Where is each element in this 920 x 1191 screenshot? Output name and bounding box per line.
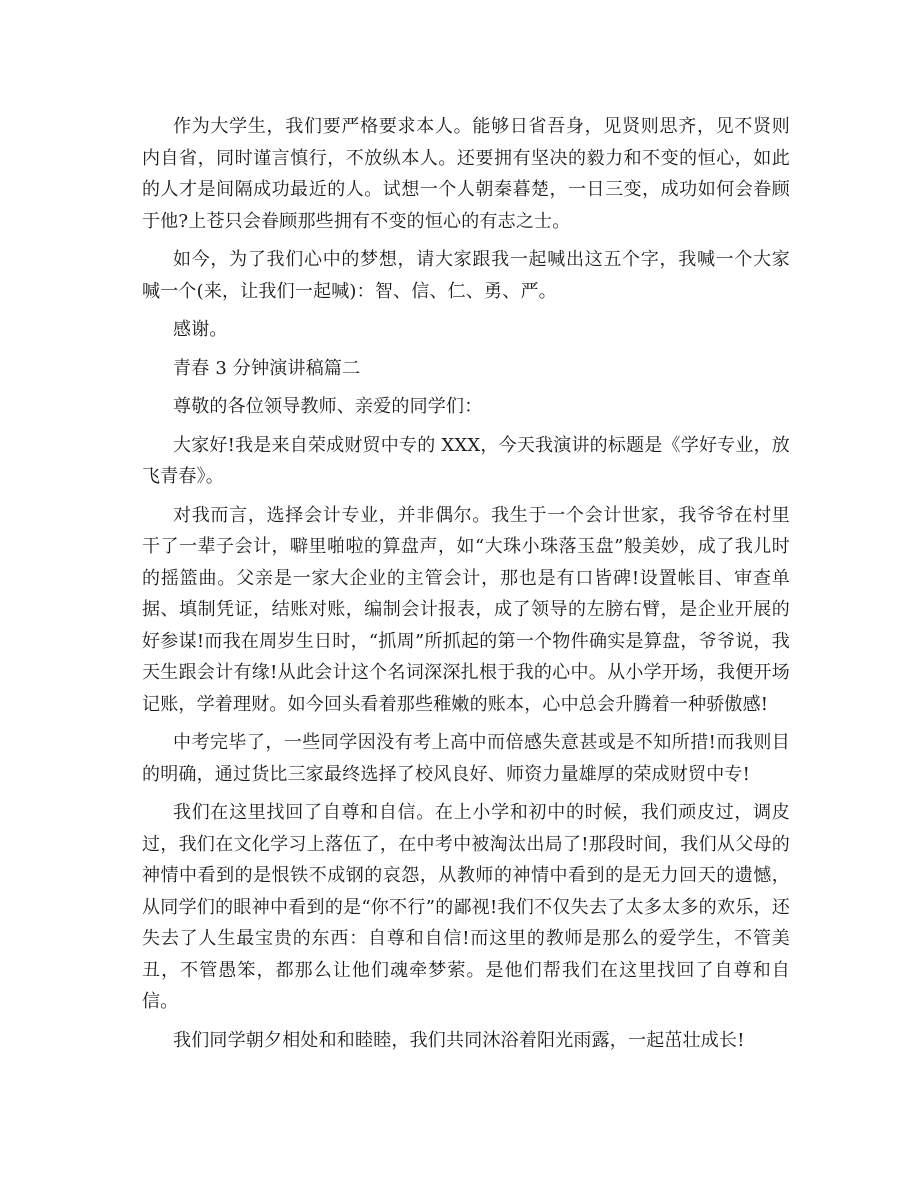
- paragraph-8: 中考完毕了，一些同学因没有考上高中而倍感失意甚或是不知所措!而我则目的明确，通过货比三家最终选择了校风良好、师资力量雄厚的荣成财贸中专!: [142, 732, 790, 785]
- paragraph-7: 对我而言，选择会计专业，并非偶尔。我生于一个会计世家，我爷爷在村里干了一辈子会计，噼里啪啦的算盘声，如“大珠小珠落玉盘”般美妙，成了我儿时的摇篮曲。父亲是一家大企业的主管会计，那也是有口皆碑!设置帐目、审查单据、填制凭证，结账对账，编制会计报表，成了领导的左膀右臂，是企业开展的好参谋!而我在周岁生日时，“抓周”所抓起的第一个物件确实是算盘，爷爷说，我天生跟会计有缘!从此会计这个名词深深扎根于我的心中。从小学开场，我便开场记账，学着理财。如今回头看着那些稚嫩的账本，心中总会升腾着一种骄傲感!: [142, 504, 790, 715]
- paragraph-2: 如今，为了我们心中的梦想，请大家跟我一起喊出这五个字，我喊一个大家喊一个(来，让我们一起喊)：智、信、仁、勇、严。: [142, 249, 790, 302]
- salutation: 尊敬的各位领导教师、亲爱的同学们：: [173, 396, 483, 417]
- document-body: [142, 111, 790, 1063]
- paragraph-1: 作为大学生，我们要严格要求本人。能够日省吾身，见贤则思齐，见不贤则内自省，同时谨言慎行，不放纵本人。还要拥有坚决的毅力和不变的恒心，如此的人才是间隔成功最近的人。试想一个人朝秦暮楚，一日三变，成功如何会眷顾于他?上苍只会眷顾那些拥有不变的恒心的有志之士。: [142, 116, 790, 232]
- paragraph-3: 感谢。: [173, 319, 228, 340]
- paragraph-10: 我们同学朝夕相处和和睦睦，我们共同沐浴着阳光雨露，一起茁壮成长!: [173, 1029, 745, 1051]
- paragraph-6: 大家好!我是来自荣成财贸中专的 XXX，今天我演讲的标题是《学好专业，放飞青春》。: [142, 434, 790, 487]
- section-heading: 青春 3 分钟演讲稿篇二: [173, 357, 361, 379]
- paragraph-9: 我们在这里找回了自尊和自信。在上小学和初中的时候，我们顽皮过，调皮过，我们在文化学习上落伍了，在中考中被淘汰出局了!那段时间，我们从父母的神情中看到的是恨铁不成钢的哀怨，从教师的神情中看到的是无力回天的遗憾，从同学们的眼神中看到的是“你不行”的鄙视!我们不仅失去了太多太多的欢乐，还失去了人生最宝贵的东西：自尊和自信!而这里的教师是那么的爱学生，不管美丑，不管愚笨，都那么让他们魂牵梦萦。是他们帮我们在这里找回了自尊和自信。: [142, 802, 790, 1012]
